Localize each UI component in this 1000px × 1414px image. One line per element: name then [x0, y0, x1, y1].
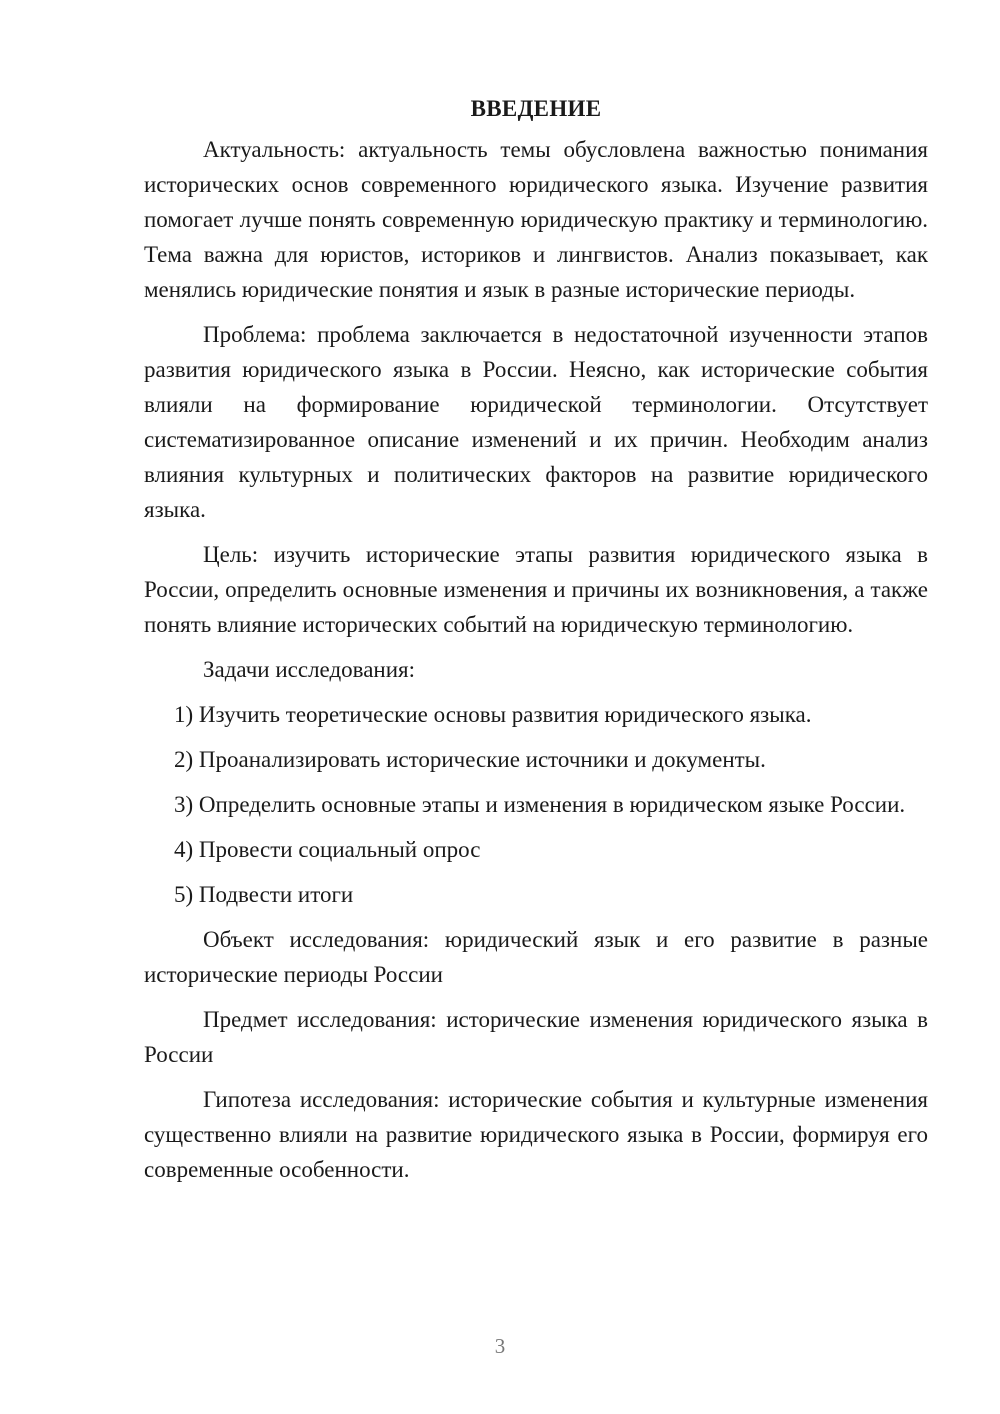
tasks-list [144, 697, 928, 912]
goal-paragraph: Цель: изучить исторические этапы развития юридического языка в России, определить основные изменения и причины их возникновения, а также понять влияние исторических событий на юридическую терминологию. [144, 542, 928, 637]
problem-paragraph: Проблема: проблема заключается в недостаточной изученности этапов развития юридического языка в России. Неясно, как исторические события влияли на формирование юридической терминологии. Отсутствует систематизированное описание изменений и их причин. Необходим анализ влияния культурных и политических факторов на развитие юридического языка. [144, 322, 928, 522]
list-item: 2) Проанализировать исторические источники и документы. [174, 747, 766, 772]
page-title: ВВЕДЕНИЕ [470, 96, 602, 121]
object-paragraph: Объект исследования: юридический язык и его развитие в разные исторические периоды России [144, 927, 928, 987]
list-item: 3) Определить основные этапы и изменения в юридическом языке России. [174, 792, 906, 817]
relevance-paragraph: Актуальность: актуальность темы обусловлена важностью понимания исторических основ современного юридического языка. Изучение развития помогает лучше понять современную юридическую практику и терминологию. Тема важна для юристов, историков и лингвистов. Анализ показывает, как менялись юридические понятия и язык в разные исторические периоды. [144, 137, 928, 302]
list-item: 4) Провести социальный опрос [174, 837, 481, 862]
list-item: 1) Изучить теоретические основы развития юридического языка. [174, 702, 812, 727]
hypothesis-paragraph: Гипотеза исследования: исторические события и культурные изменения существенно влияли на развитие юридического языка в России, формируя его современные особенности. [144, 1087, 928, 1182]
document-page [144, 90, 928, 1197]
subject-paragraph: Предмет исследования: исторические изменения юридического языка в России [144, 1007, 928, 1067]
page-number: 3 [494, 1334, 506, 1358]
tasks-heading: Задачи исследования: [203, 657, 416, 682]
list-item: 5) Подвести итоги [174, 882, 354, 907]
